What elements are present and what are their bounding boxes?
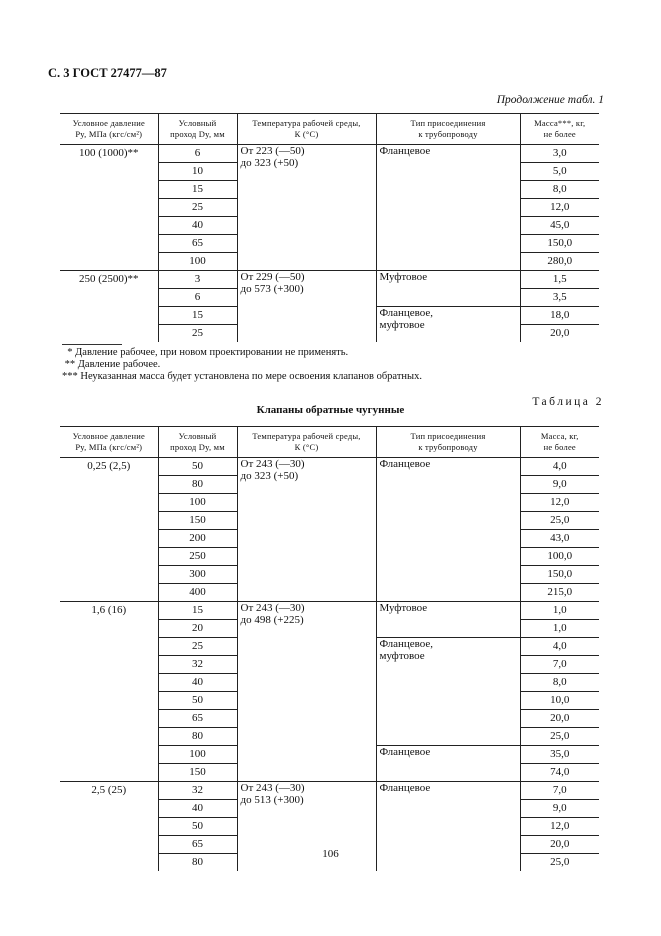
dn-cell: 65 <box>158 710 237 728</box>
mass-cell: 10,0 <box>520 692 599 710</box>
pressure-cell: 1,6 (16) <box>60 602 158 782</box>
mass-cell: 8,0 <box>520 674 599 692</box>
connection-cell: Фланцевое, муфтовое <box>376 307 520 343</box>
table-1-body <box>60 145 599 343</box>
col-header-pressure: Условное давление Py, МПа (кгс/см²) <box>72 431 145 452</box>
connection-cell: Муфтовое <box>376 271 520 307</box>
mass-cell: 20,0 <box>520 325 599 343</box>
mass-cell: 25,0 <box>520 854 599 872</box>
pressure-cell: 100 (1000)** <box>60 145 158 271</box>
col-header-mass: Масса, кг, не более <box>520 427 599 458</box>
mass-cell: 100,0 <box>520 548 599 566</box>
connection-cell: Муфтовое <box>376 602 520 638</box>
dn-cell: 250 <box>158 548 237 566</box>
dn-cell: 3 <box>158 271 237 289</box>
footnote-separator <box>62 344 122 345</box>
mass-cell: 7,0 <box>520 782 599 800</box>
dn-cell: 20 <box>158 620 237 638</box>
col-header-mass: Масса***, кг, не более <box>520 114 599 145</box>
connection-cell: Фланцевое, муфтовое <box>376 638 520 746</box>
table-2-body <box>60 458 599 872</box>
mass-cell: 1,0 <box>520 602 599 620</box>
dn-cell: 300 <box>158 566 237 584</box>
dn-cell: 6 <box>158 145 237 163</box>
mass-cell: 18,0 <box>520 307 599 325</box>
footnotes <box>62 347 422 383</box>
temperature-cell: От 223 (—50) до 323 (+50) <box>237 145 376 271</box>
dn-cell: 10 <box>158 163 237 181</box>
dn-cell: 65 <box>158 235 237 253</box>
col-header-connection: Тип присоединения к трубопроводу <box>376 427 520 458</box>
dn-cell: 50 <box>158 458 237 476</box>
mass-cell: 3,5 <box>520 289 599 307</box>
pressure-cell: 2,5 (25) <box>91 784 127 796</box>
dn-cell: 50 <box>158 692 237 710</box>
dn-cell: 32 <box>158 782 237 800</box>
dn-cell: 40 <box>158 800 237 818</box>
mass-cell: 20,0 <box>520 836 599 854</box>
mass-cell: 12,0 <box>520 818 599 836</box>
temperature-cell: От 243 (—30) до 513 (+300) <box>237 782 376 872</box>
connection-cell: Фланцевое <box>376 458 520 602</box>
dn-cell: 25 <box>158 638 237 656</box>
mass-cell: 35,0 <box>520 746 599 764</box>
col-header-dn: Условный проход Dy, мм <box>158 427 237 458</box>
table-continuation-label: Продолжение табл. 1 <box>496 94 604 106</box>
dn-cell: 80 <box>158 854 237 872</box>
connection-cell: Фланцевое <box>376 145 520 271</box>
mass-cell: 25,0 <box>520 728 599 746</box>
dn-cell: 80 <box>158 476 237 494</box>
pressure-cell: 250 (2500)** <box>78 273 139 285</box>
col-header-temperature: Температура рабочей среды, К (°С) <box>237 114 376 145</box>
mass-cell: 4,0 <box>520 458 599 476</box>
temperature-cell: От 243 (—30) до 323 (+50) <box>237 458 376 602</box>
page-header: С. 3 ГОСТ 27477—87 <box>48 66 167 80</box>
col-header-dn: Условный проход Dy, мм <box>158 114 237 145</box>
table-row <box>60 271 599 289</box>
mass-cell: 8,0 <box>520 181 599 199</box>
mass-cell: 150,0 <box>520 235 599 253</box>
temperature-cell: От 229 (—50) до 573 (+300) <box>237 271 376 343</box>
dn-cell: 15 <box>158 602 237 620</box>
dn-cell: 25 <box>158 199 237 217</box>
page-number: 106 <box>322 848 339 860</box>
dn-cell: 100 <box>158 746 237 764</box>
mass-cell: 20,0 <box>520 710 599 728</box>
table-1 <box>60 113 599 342</box>
dn-cell: 150 <box>158 512 237 530</box>
dn-cell: 65 <box>158 836 237 854</box>
mass-cell: 150,0 <box>520 566 599 584</box>
dn-cell: 150 <box>158 764 237 782</box>
dn-cell: 25 <box>158 325 237 343</box>
dn-cell: 400 <box>158 584 237 602</box>
col-header-pressure: Условное давление Py, МПа (кгс/см²) <box>72 118 145 139</box>
table-row <box>60 458 599 476</box>
mass-cell: 215,0 <box>520 584 599 602</box>
mass-cell: 3,0 <box>520 145 599 163</box>
mass-cell: 280,0 <box>520 253 599 271</box>
dn-cell: 15 <box>158 181 237 199</box>
mass-cell: 9,0 <box>520 800 599 818</box>
col-header-temperature: Температура рабочей среды, К (°С) <box>237 427 376 458</box>
table-2-title: Клапаны обратные чугунные <box>256 404 405 416</box>
col-header-connection: Тип присоединения к трубопроводу <box>376 114 520 145</box>
mass-cell: 25,0 <box>520 512 599 530</box>
mass-cell: 43,0 <box>520 530 599 548</box>
mass-cell: 9,0 <box>520 476 599 494</box>
mass-cell: 4,0 <box>520 638 599 656</box>
mass-cell: 1,0 <box>520 620 599 638</box>
mass-cell: 1,5 <box>520 271 599 289</box>
table-row <box>60 782 599 800</box>
temperature-cell: От 243 (—30) до 498 (+225) <box>237 602 376 782</box>
mass-cell: 5,0 <box>520 163 599 181</box>
footnote-1: * Давление рабочее, при новом проектировании не применять. <box>62 347 349 358</box>
connection-cell: Фланцевое <box>376 746 520 782</box>
mass-cell: 74,0 <box>520 764 599 782</box>
dn-cell: 40 <box>158 674 237 692</box>
dn-cell: 6 <box>158 289 237 307</box>
mass-cell: 12,0 <box>520 199 599 217</box>
connection-cell: Фланцевое <box>376 782 520 872</box>
dn-cell: 100 <box>158 494 237 512</box>
dn-cell: 80 <box>158 728 237 746</box>
footnote-3: *** Неуказанная масса будет установлена по мере освоения клапанов обратных. <box>62 371 422 382</box>
table-2 <box>60 426 599 871</box>
pressure-cell: 0,25 (2,5) <box>60 458 158 602</box>
footnote-2: ** Давление рабочее. <box>62 359 161 370</box>
dn-cell: 15 <box>158 307 237 325</box>
dn-cell: 32 <box>158 656 237 674</box>
dn-cell: 200 <box>158 530 237 548</box>
table-row <box>60 602 599 620</box>
mass-cell: 45,0 <box>520 217 599 235</box>
mass-cell: 7,0 <box>520 656 599 674</box>
table-row <box>60 145 599 163</box>
dn-cell: 50 <box>158 818 237 836</box>
dn-cell: 40 <box>158 217 237 235</box>
dn-cell: 100 <box>158 253 237 271</box>
table-2-number: Таблица 2 <box>532 396 604 408</box>
mass-cell: 12,0 <box>520 494 599 512</box>
